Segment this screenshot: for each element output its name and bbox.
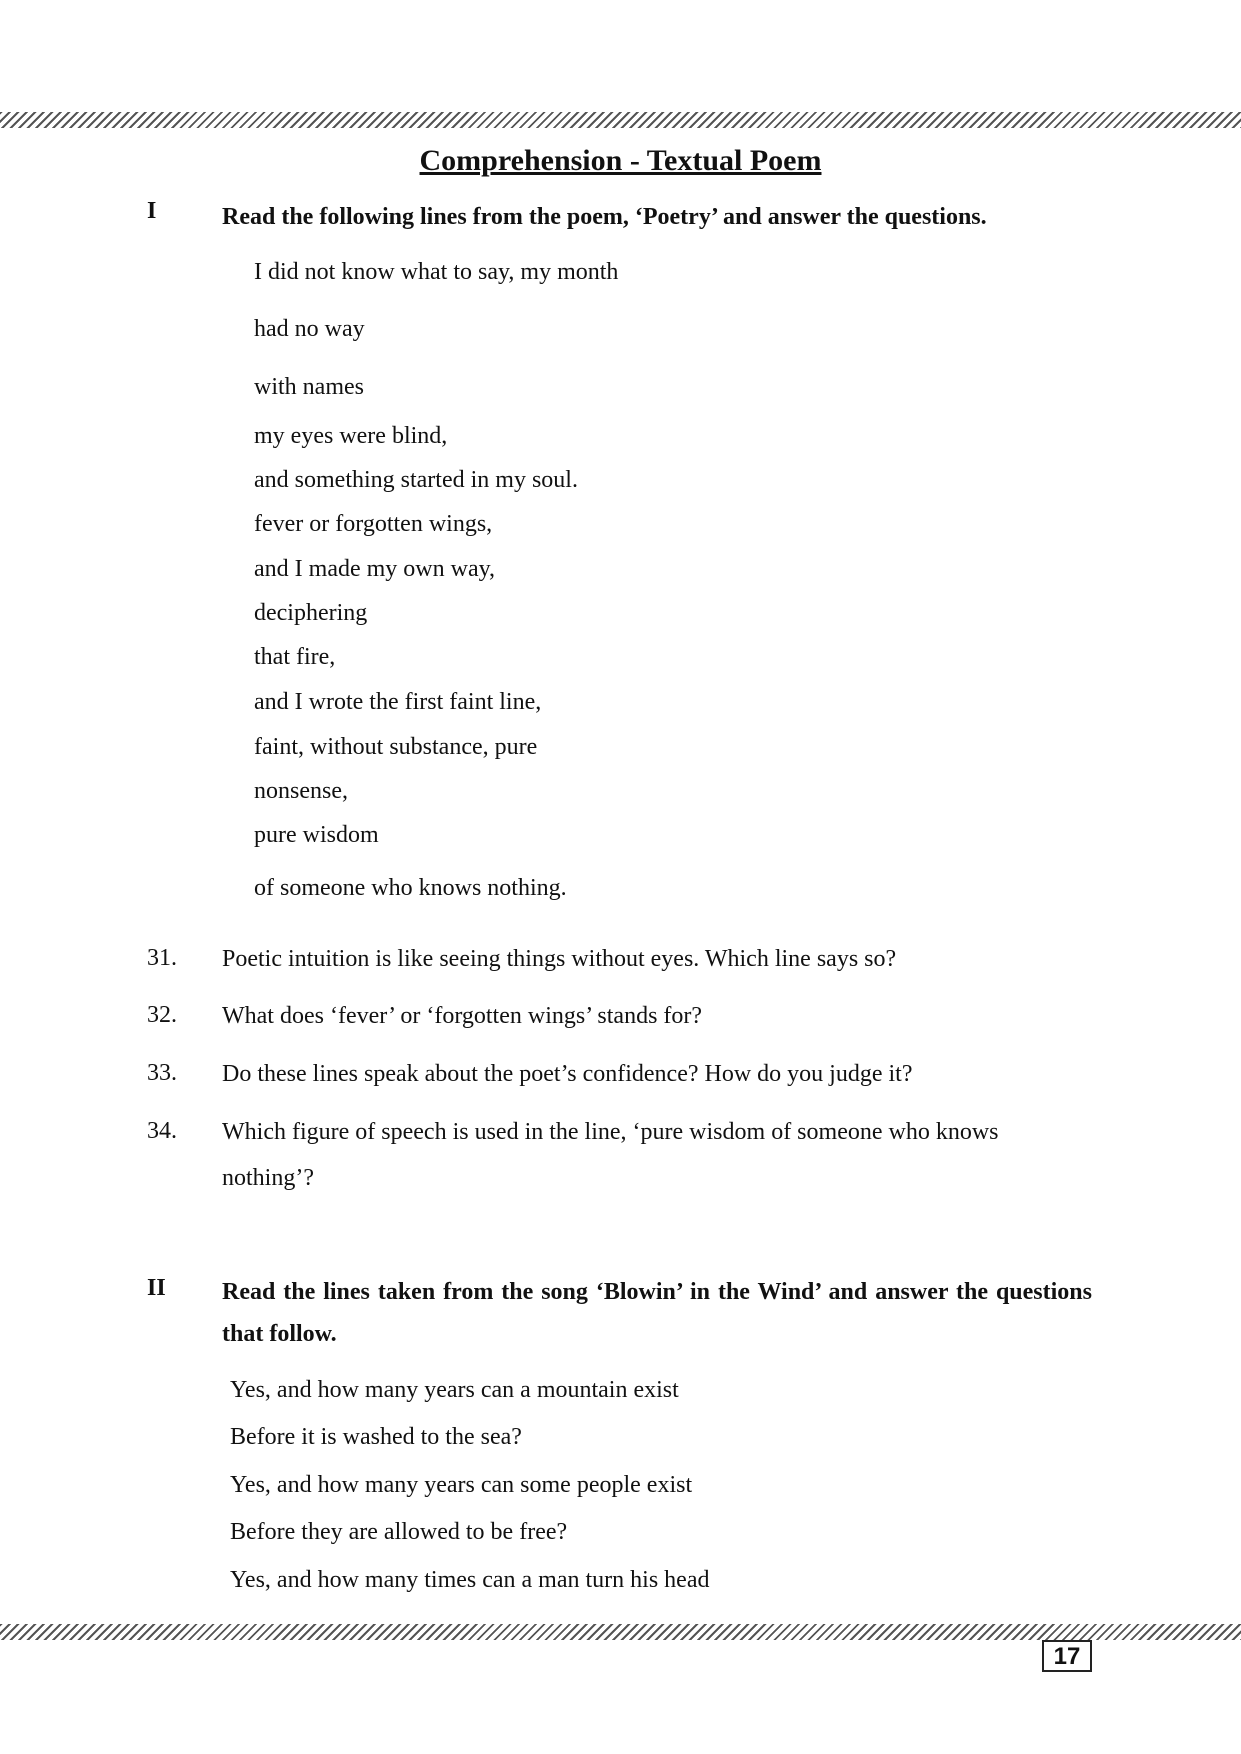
song-line: Before it is washed to the sea?: [230, 1424, 522, 1450]
section-2-number: II: [147, 1275, 166, 1301]
poem-line: and something started in my soul.: [254, 467, 578, 493]
poem-line: fever or forgotten wings,: [254, 511, 493, 537]
section-1-number: I: [147, 198, 157, 224]
song-line: Yes, and how many times can a man turn his head: [230, 1567, 710, 1593]
bottom-hatched-border: [0, 1624, 1241, 1640]
poem-line: and I wrote the first faint line,: [254, 689, 542, 715]
top-hatched-border: [0, 112, 1241, 128]
question-text: Which figure of speech is used in the line, ‘pure wisdom of someone who knows nothing’?: [222, 1119, 999, 1191]
page-title: Comprehension - Textual Poem: [419, 144, 822, 177]
poem-line: pure wisdom: [254, 822, 379, 848]
question-number: 32.: [147, 1002, 177, 1028]
question-number: 33.: [147, 1060, 177, 1086]
poem-line: and I made my own way,: [254, 556, 496, 582]
poem-line: I did not know what to say, my month: [254, 259, 619, 285]
song-line: Yes, and how many years can a mountain exist: [230, 1377, 679, 1403]
poem-line: that fire,: [254, 644, 336, 670]
poem-line: with names: [254, 374, 364, 400]
poem-line: nonsense,: [254, 778, 348, 804]
poem-line: my eyes were blind,: [254, 423, 448, 449]
question-number: 34.: [147, 1118, 177, 1144]
song-line: Before they are allowed to be free?: [230, 1519, 568, 1545]
section-1-instruction: Read the following lines from the poem, ‘Poetry’ and answer the questions.: [222, 204, 987, 230]
song-line: Yes, and how many years can some people exist: [230, 1472, 693, 1498]
poem-line: had no way: [254, 316, 365, 342]
section-2-instruction: Read the lines taken from the song ‘Blowin’ in the Wind’ and answer the questions that follow.: [222, 1279, 1092, 1347]
question-text: Poetic intuition is like seeing things without eyes. Which line says so?: [222, 946, 897, 972]
question-text: Do these lines speak about the poet’s confidence? How do you judge it?: [222, 1061, 913, 1087]
question-number: 31.: [147, 945, 177, 971]
poem-line: of someone who knows nothing.: [254, 875, 567, 901]
poem-line: faint, without substance, pure: [254, 734, 538, 760]
page-number: 17: [1042, 1640, 1092, 1672]
question-text: What does ‘fever’ or ‘forgotten wings’ stands for?: [222, 1003, 703, 1029]
poem-line: deciphering: [254, 600, 368, 626]
